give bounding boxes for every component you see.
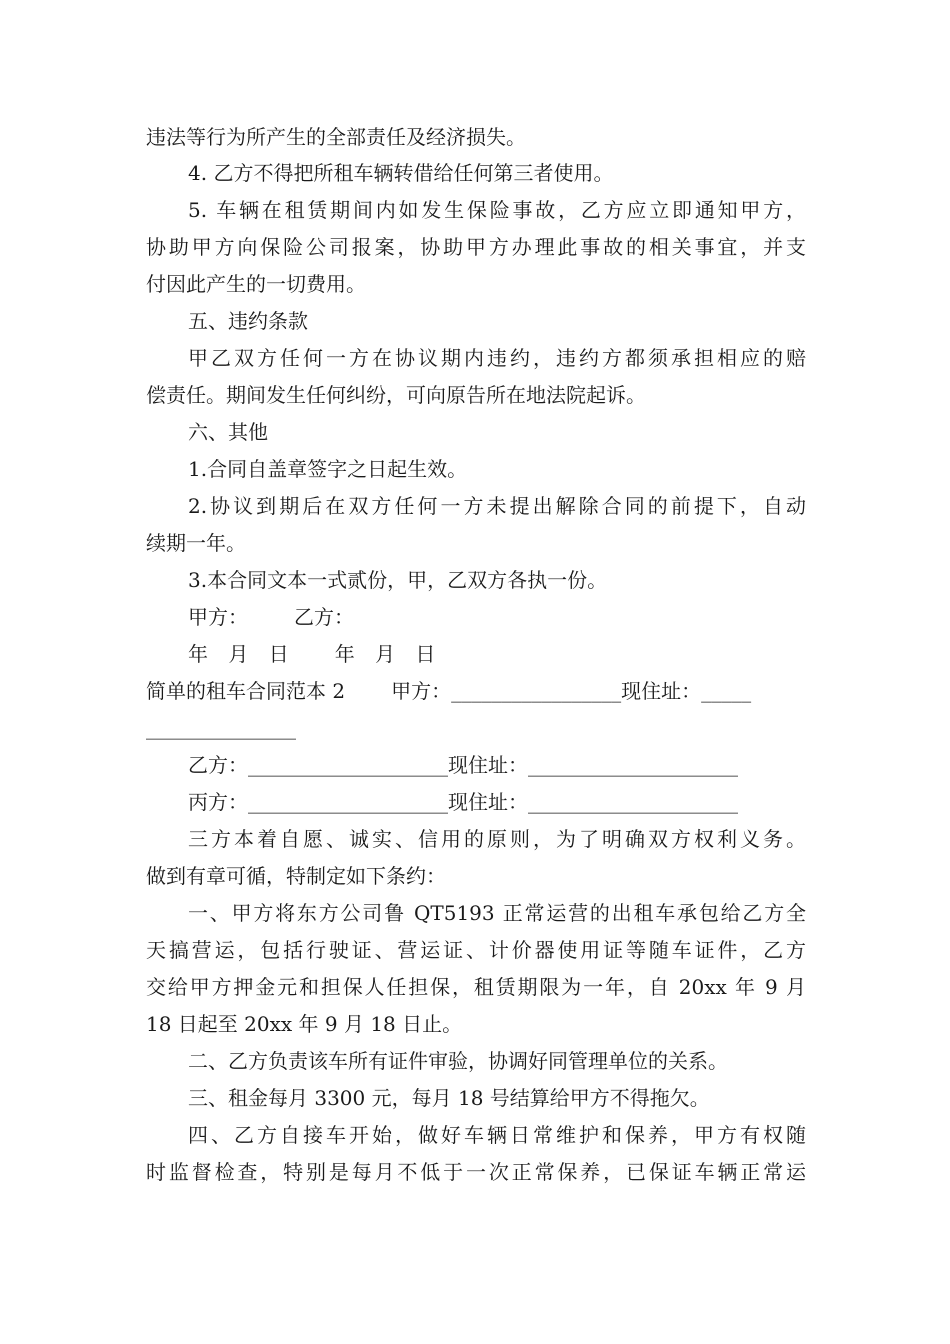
signature-row xyxy=(188,603,354,631)
contract-2-title-row xyxy=(146,677,751,705)
party-b-field: 乙方：____________________现住址：_____________________ xyxy=(188,753,738,777)
party-b-label: 乙方： xyxy=(294,605,354,629)
breach-line-1: 甲乙双方任何一方在协议期内违约，违约方都须承担相应的赔 xyxy=(188,346,806,370)
party-c-field: 丙方：____________________现住址：_____________________ xyxy=(188,790,738,814)
clause-5-line-3: 付因此产生的一切费用。 xyxy=(146,272,366,296)
clause-5-line-1: 5. 车辆在租赁期间内如发生保险事故，乙方应立即通知甲方， xyxy=(188,198,806,222)
section-heading-other: 六、其他 xyxy=(188,420,268,444)
article-1-line-2: 天搞营运，包括行驶证、营运证、计价器使用证等随车证件，乙方 xyxy=(146,938,806,962)
contract-2-title: 简单的租车合同范本 2 xyxy=(146,679,346,703)
paragraph-line: 违法等行为所产生的全部责任及经济损失。 xyxy=(146,125,526,149)
party-a-label: 甲方： xyxy=(188,605,248,629)
breach-line-2: 偿责任。期间发生任何纠纷，可向原告所在地法院起诉。 xyxy=(146,383,646,407)
other-clause-2-line-2: 续期一年。 xyxy=(146,531,246,555)
other-clause-1: 1.合同自盖章签字之日起生效。 xyxy=(188,457,468,481)
article-1-line-3: 交给甲方押金元和担保人任担保，租赁期限为一年，自 20xx 年 9 月 xyxy=(146,975,806,999)
clause-4: 4. 乙方不得把所租车辆转借给任何第三者使用。 xyxy=(188,161,614,185)
date-row xyxy=(188,640,435,668)
article-2: 二、乙方负责该车所有证件审验，协调好同管理单位的关系。 xyxy=(188,1049,728,1073)
article-4-line-2: 时监督检查，特别是每月不低于一次正常保养，已保证车辆正常运 xyxy=(146,1160,806,1184)
article-3: 三、租金每月 3300 元，每月 18 号结算给甲方不得拖欠。 xyxy=(188,1086,710,1110)
date-a: 年 月 日 xyxy=(188,642,289,666)
party-a-field: 甲方：_________________现住址：_____ xyxy=(391,679,752,703)
party-a-field-continued: _______________ xyxy=(146,716,296,740)
preamble-line-2: 做到有章可循，特制定如下条约： xyxy=(146,864,446,888)
other-clause-3: 3.本合同文本一式贰份，甲，乙双方各执一份。 xyxy=(188,568,608,592)
article-1-line-4: 18 日起至 20xx 年 9 月 18 日止。 xyxy=(146,1012,463,1036)
section-heading-breach: 五、违约条款 xyxy=(188,309,308,333)
clause-5-line-2: 协助甲方向保险公司报案，协助甲方办理此事故的相关事宜，并支 xyxy=(146,235,806,259)
preamble-line-1: 三方本着自愿、诚实、信用的原则，为了明确双方权利义务。 xyxy=(188,827,806,851)
other-clause-2-line-1: 2.协议到期后在双方任何一方未提出解除合同的前提下，自动 xyxy=(188,494,806,518)
article-4-line-1: 四、乙方自接车开始，做好车辆日常维护和保养，甲方有权随 xyxy=(188,1123,806,1147)
date-b: 年 月 日 xyxy=(334,642,436,666)
article-1-line-1: 一、甲方将东方公司鲁 QT5193 正常运营的出租车承包给乙方全 xyxy=(188,901,806,925)
